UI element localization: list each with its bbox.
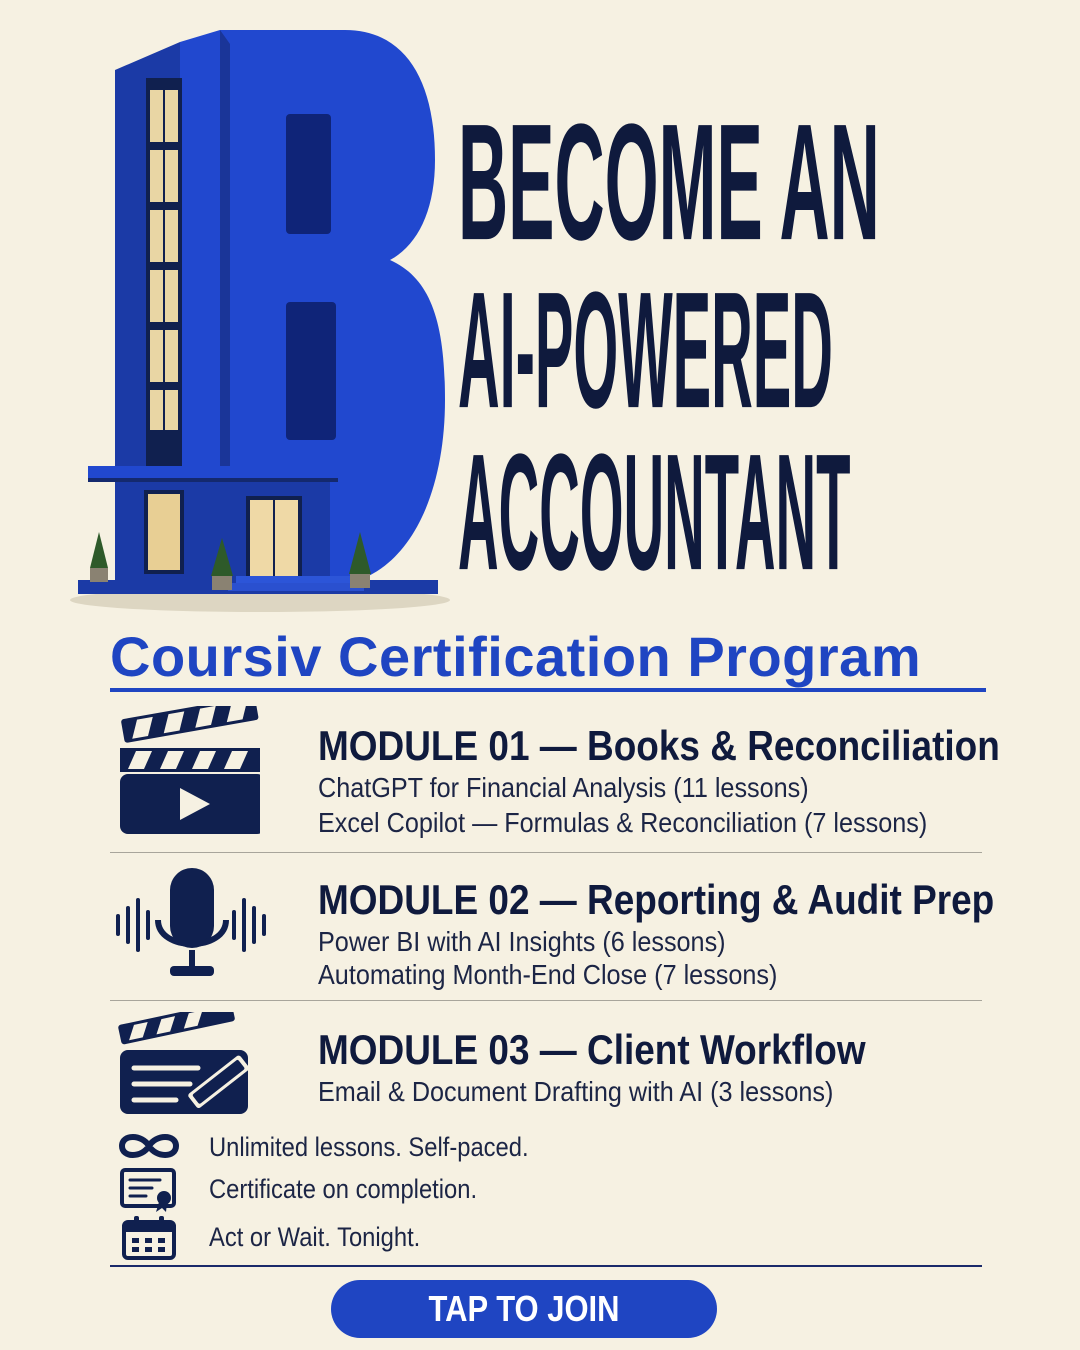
calendar-icon [116, 1216, 182, 1260]
module-01 [110, 706, 1000, 846]
module-03 [110, 1012, 990, 1122]
module-divider [110, 1000, 982, 1001]
module-02-lesson-1: Power BI with AI Insights (6 lessons) [318, 926, 726, 957]
module-03-lesson-1: Email & Document Drafting with AI (3 lessons) [318, 1076, 834, 1107]
module-03-title: MODULE 03 — Client Workflow [318, 1026, 866, 1073]
program-title-underline [110, 688, 986, 692]
feature-certificate [116, 1168, 716, 1212]
headline-line-1: BECOME AN [458, 89, 880, 275]
feature-text: Act or Wait. Tonight. [209, 1222, 421, 1252]
feature-unlimited [116, 1126, 716, 1170]
tap-to-join-label: TAP TO JOIN [428, 1288, 620, 1329]
module-divider [110, 852, 982, 853]
module-01-lesson-2: Excel Copilot — Formulas & Reconciliation (7 lessons) [318, 807, 928, 838]
module-02-title: MODULE 02 — Reporting & Audit Prep [318, 876, 995, 923]
certificate-icon [116, 1168, 182, 1212]
module-02 [110, 864, 995, 994]
feature-text: Certificate on completion. [209, 1174, 478, 1204]
clapperboard-play-icon [110, 706, 260, 836]
module-02-lesson-2: Automating Month-End Close (7 lessons) [318, 959, 778, 990]
module-01-lesson-1: ChatGPT for Financial Analysis (11 lessons) [318, 772, 809, 803]
headline-line-2: AI-POWERED [458, 257, 833, 443]
module-01-title: MODULE 01 — Books & Reconciliation [318, 722, 1000, 769]
headline-line-3: ACCOUNTANT [458, 419, 851, 605]
clapperboard-pencil-icon [110, 1012, 260, 1122]
microphone-icon [110, 864, 280, 984]
footer-divider [110, 1265, 982, 1267]
infinity-icon [116, 1126, 182, 1166]
feature-text: Unlimited lessons. Self-paced. [209, 1132, 529, 1162]
building-letter-b-illustration [60, 20, 460, 620]
feature-deadline [116, 1216, 716, 1260]
program-title: Coursiv Certification Program [110, 625, 922, 688]
tap-to-join-button[interactable] [331, 1280, 717, 1338]
